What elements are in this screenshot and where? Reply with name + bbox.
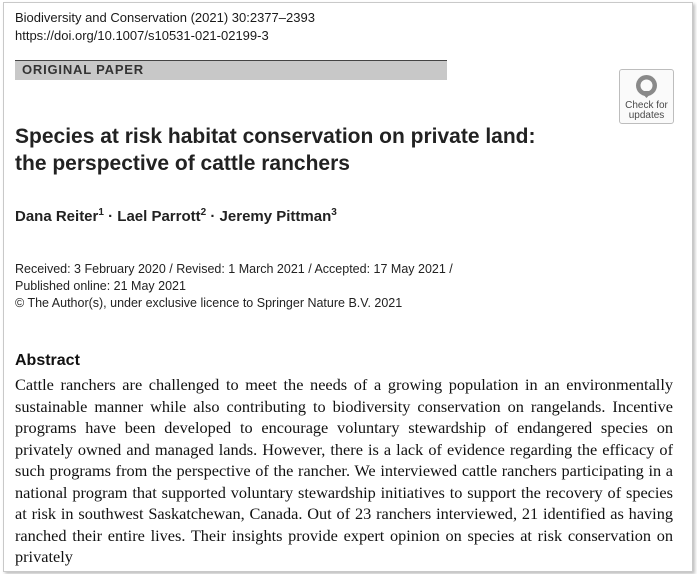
author-affiliation: 1: [98, 207, 104, 218]
abstract-heading: Abstract: [15, 352, 80, 369]
abstract-text: Cattle ranchers are challenged to meet the needs of a growing population in an environmentally sustainable manner while also contributing to biodiversity conservation on rangelands. Incentive programs have been developed to encourage voluntary stewardship of endangered species on privately owned and managed lands. However, there is a lack of evidence regarding the efficacy of such programs from the perspective of the rancher. We interviewed cattle ranchers participating in a national program that supported voluntary stewardship initiatives to support the recovery of species at risk in southwest Saskatchewan, Canada. Out of 23 ranchers interviewed, 21 identified as having ranched their entire lives. Their insights provide expert opinion on species at risk conservation on privately: [15, 375, 673, 566]
copyright-notice: © The Author(s), under exclusive licence to Springer Nature B.V. 2021: [15, 296, 403, 310]
author-separator: ·: [108, 208, 114, 225]
check-for-updates-line1: Check for: [625, 100, 668, 111]
author-separator: ·: [210, 208, 216, 225]
page: [3, 2, 693, 572]
publication-history: [15, 261, 453, 312]
received-revised-accepted: Received: 3 February 2020 / Revised: 1 March 2021 / Accepted: 17 May 2021 /: [15, 262, 453, 276]
author-name[interactable]: Jeremy Pittman: [219, 208, 332, 225]
check-for-updates-badge[interactable]: [619, 69, 674, 124]
author-affiliation: 3: [331, 207, 337, 218]
doi-link[interactable]: https://doi.org/10.1007/s10531-021-02199-3: [15, 28, 269, 43]
article-title-line2: the perspective of cattle ranchers: [15, 152, 350, 175]
author-name[interactable]: Lael Parrott: [117, 208, 201, 225]
author-affiliation: 2: [200, 207, 207, 218]
article-title: [15, 123, 595, 177]
published-online: Published online: 21 May 2021: [15, 279, 186, 293]
author-name[interactable]: Dana Reiter: [15, 208, 99, 225]
check-for-updates-line2: updates: [628, 110, 665, 121]
check-for-updates-icon: [635, 74, 658, 101]
article-title-line1: Species at risk habitat conservation on private land:: [15, 125, 536, 148]
article-type-banner: [15, 60, 447, 80]
author-list: [15, 207, 337, 225]
journal-citation: Biodiversity and Conservation (2021) 30:2377–2393: [15, 10, 315, 25]
article-type-label: ORIGINAL PAPER: [22, 62, 144, 77]
